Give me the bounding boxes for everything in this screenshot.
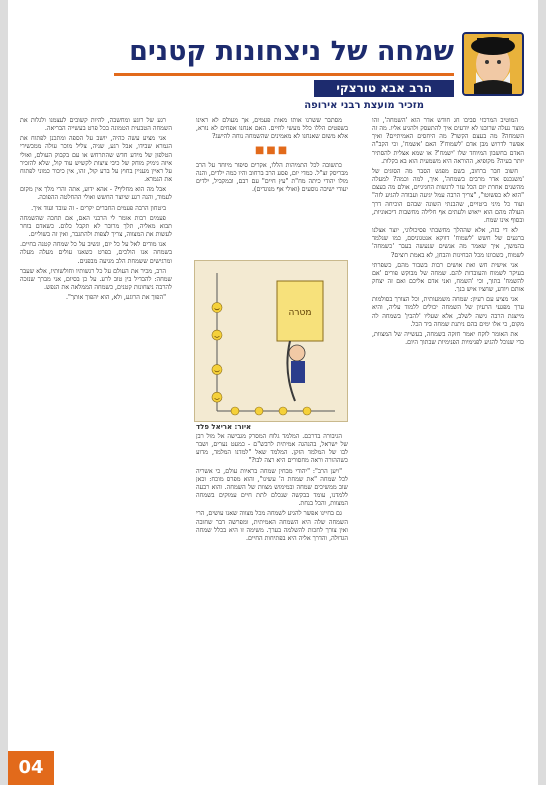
smiley-face-icon (212, 392, 222, 402)
paragraph: הרב, מכיר את העולם על כל רגשותיו וחולשותיו, אלא שעבר שמחה: להבדיל בין טוב לרע. על כן בסיום, אני מברך שנזכה להרבה ניצחונות קטנים, כשמחה הממלאה את הנפש. (20, 267, 172, 291)
illustration-caption: איור: אריאל פלד (196, 423, 252, 431)
page-number: 04 (8, 751, 54, 785)
article-header (104, 32, 524, 112)
paragraph: אני אישית חש ואת אושים רבות בשבור מהם, כשפרתי בעיקר לשמוח והעובדות להם. שמחה של מבוקש פורים 'אם להשמח' בתוך, וכי 'השמח, ואני אדם אליכם ואם זה יצחק אותם ויודע, שחציו איש בנך. (372, 261, 524, 294)
article-title: שמחה של ניצחונות קטנים (129, 36, 454, 67)
magazine-page (8, 0, 538, 785)
paragraph: אני מציע עשה כהיה, יושב על הספה ומתכנן לפתוח את הגמרא שבידו, אבל רגע, שניה, צליל מוכר עולה ממכשירי הטלפון של מידע חדש שהתרחש או עם בקבוק העולם, ואולי איזה גימיק מוחק של כיבי ציצות לקשיש עוד קול, שלא להזכיר על ראיין מעניין בחוץ על ברע קול, זהו, אין כיכור כמוני לפתוח את הגמרא. (20, 135, 172, 184)
paragraph: "ויען הרב": "יהודי מבחין שמחה בראיות עולם, כי אשריה לכל שמחה "את שמחת ה' עשינו", והוא מפרס מוכח: וכאן שוב ממשיכים שמחה ובמימוש מצוות של השמחה. והוא רבעה ללמדנו, עומד בבקשה שנכלם לתת חיים עמוקים בשמחה המצוות, והכל בנחת. (196, 467, 348, 508)
author-name: הרב אבא טורצקי (314, 80, 454, 97)
text-column-right (372, 117, 524, 742)
title-underline (114, 73, 454, 76)
climber-body (291, 361, 305, 383)
text-column-left (20, 117, 172, 742)
paragraph: מסתבר ששרנו אותו מאות פעמים, אך מעולם לא ראינו בשפטים הללו כלל מעשי לחיים. האם אנחנו אפחים לא נורא, אלא משום שאנחנו לא מאמינים שהשמחה נוחה להישג? (196, 117, 348, 141)
paragraph: "הפוך את הרוגע, ולא, הוא יהפוך אותך". (66, 294, 166, 302)
paragraph: המוטיב המרכזי סביבו חג חודש אדר הוא 'השמחה', זהו מוצר נעלה שרובנו לא יודעים איך להתעסק ולהגיע אליו. מה זה השמחה? מה בעצם הקשר? מה היחסים האמיתיים? ואיך אפשר לדרוש מבן אדם 'לשמוח'? האם 'אשמח', וכי הקב"ה האדם בחשבון המיוחד שלו 'ישמח'? או שמא אצלית להסתיר יותר בעיה? מקופיא, ההוראה היא משמעית הוא בא בקלות. (372, 117, 524, 165)
section-divider: ■■■ (254, 145, 290, 157)
paragraph: את האומר לוקח יאמר חזקה בשמחה, בעשייה של המצוות, כדי שנוכל להגיע לפנימיות הפנימיות שבתוך היום. (372, 330, 524, 347)
text-column-middle-top (196, 117, 348, 257)
text-column-middle-bottom (196, 433, 348, 742)
paragraph: רגע של רוגע ומחשבה, להיות קשובים לעצמנו ולגלות את השמחה הטבעית הטמונה בכל פרט בעשייה הבריאה. (20, 117, 172, 133)
smiley-face-icon (255, 407, 263, 415)
smiley-face-icon (231, 407, 239, 415)
cartoon-graphic (195, 261, 347, 421)
paragraph: אבל מה הוא מחליף? - אהא ידוע, אתה והרי מלך אין מקום לעמוד, והנה רגע שיוצר החשש ואולי ההחלטה ההפוכה. (20, 186, 172, 202)
author-role: מזכיר מועצת רבני אירופה (304, 100, 424, 111)
paragraph: חשוב חבר ברחוב, בשם מפגש הסבר מה הסוגים של 'משנכנס אדר מרבים בשמחה', איך, למה וכמה? למעלה מהשנים אחרת יום הכל עזר לרגשות החגיגיים, אולם מה בעצם "הוא לא כפשוטו", "צריך הרבה עמל יגיעה ועבודה להגיע לזה" ועוד כל מיני ביטויים, שהבנתי השונה שבהם הוכיחה דרך העולה מהם הוא ייאוש ולעתים אף חלילה מחשבות דיכאוניות, ובסוף אינו שמח. (372, 167, 524, 224)
smiley-face-icon (303, 407, 311, 415)
author-portrait (462, 32, 524, 96)
paragraph: אני מציע עם רעיון: שמחה משמעותית, וכל הצורך בסולמות ערך מפגעי הרעיון של השמחה יכולים ללמוד עליה, והיא מייצגת הרבה גישה לשלב, אלא שעליו 'להבין' בשמחה לה מקום, כי אלו ימים בהם ניתנת שמחה ביד הכל. (372, 296, 524, 328)
paragraph: הגיבורה בדרכם. המלמד גלוח המסרק מגבישה אל מול רבן של ישראל, בהנהגה אמיתית לרבש"ם - כמעט נערים, ושבר לבו של המלמד הזקן. המלמד שאל "למדנו המלמד, מדוע כשההורה וראה מחסורים היא רצה לבו?" (196, 433, 348, 465)
article-body (22, 117, 524, 742)
climber-head (289, 345, 305, 361)
paragraph: כתשובה לכל התמיהות הללו, אקרים סיפור מיוחד על הרב מבריסק זצ"ל. כמדי יום, פסע הרב ברחוב והיו כמה ילדים, והנה מולו יהודי כיתה מח"ת "עץ חיים" עם רבם, ובמקביל, ילדים יעודי ישיבה נוסעים (ואולי אף מנוגדים). (196, 161, 348, 194)
smiley-face-icon (279, 407, 287, 415)
paragraph: גם בחיינו אפשר להגיע לשמחה מכל מצווה שאנו עושים, הרי השמחה שלה היא השמחה האמיתית, ומפרשה דבר שחובה ואין צורך לחכות להשלמה בערך. משימה זו היא בכלל שמחה הגדולה, והדרך אליה היא בפתיחות החיים. (196, 510, 348, 542)
paragraph: אנו מודים לאל על כל יום, ונשיב על כל שמחה קטנה בחיים. בשמחה אנו הולכים, בפרט כשאנו עולים מעלה מעלה ומרגישים ששמחת הלב מגיעה מבפנים. (20, 241, 172, 265)
paragraph: לא די בזה, אלא שההלך מחשבתי פסיכולוגי, יוצר אצלנו ברגעים של חשש 'לשמוח' דווקא אנטגוניסם, כמו שנלמד בהמשך, איך שאמר מה אנשים שנעשה בעבר 'כשמחה' לשמוח, כשכוונו מכל הבחינות והבחן, לא באמת רוצים? (372, 227, 524, 259)
cartoon-illustration (194, 260, 348, 422)
paragraph: ביטחון הרבה פעמים החברים יקרים - זה עובד ועוד איך. (31, 204, 166, 212)
goal-sign-label: מטרה (288, 308, 312, 318)
author-portrait-image (464, 34, 522, 94)
smiley-face-icon (212, 365, 222, 375)
smiley-face-icon (212, 330, 222, 340)
smiley-face-icon (212, 303, 222, 313)
paragraph: פעמים רבות אומר לי הרבני האם, אם תחכה שהשמחה תבוא מאליה, תלך מרובר לא תקבל כלום. כשאדם בוחר לעשות את המצווה, צריך לצפות ולהתגבר, ואין זה בשוליים. (20, 214, 172, 239)
